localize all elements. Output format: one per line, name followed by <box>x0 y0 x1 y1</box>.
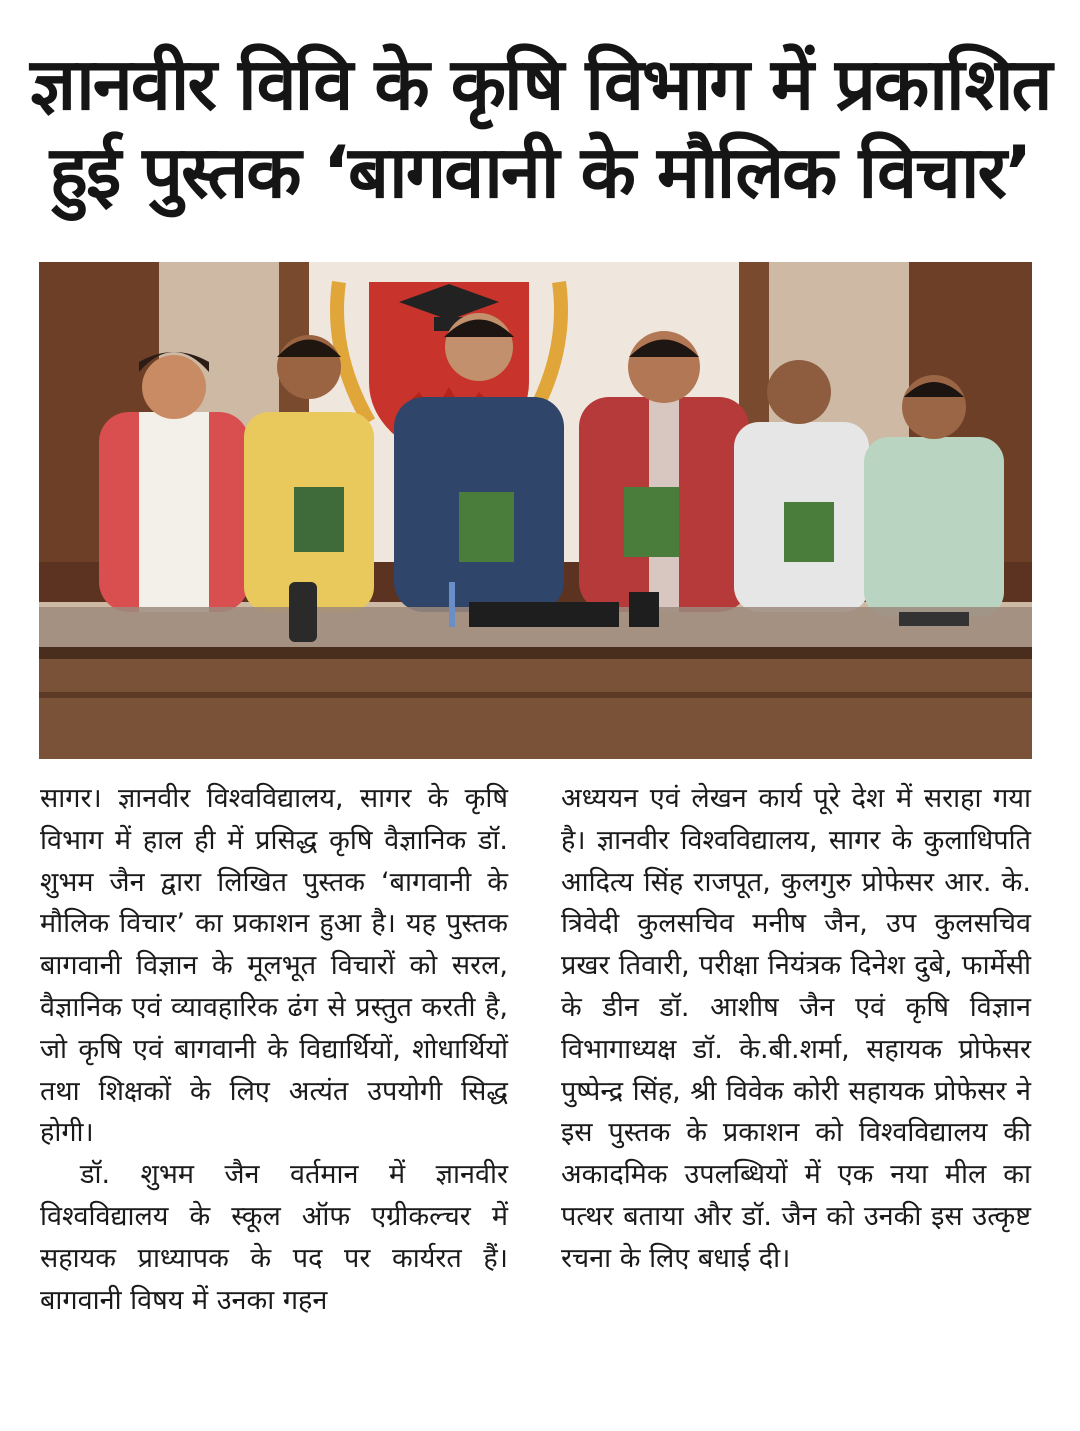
article-paragraph-3: अध्ययन एवं लेखन कार्य पूरे देश में सराहा गया है। ज्ञानवीर विश्वविद्यालय, सागर के कुलाधिपति आदित्य सिंह राजपूत, कुलगुरु प्रोफेसर आर. के. त्रिवेदी कुलसचिव मनीष जैन, उप कुलसचिव प्रखर तिवारी, परीक्षा नियंत्रक दिनेश दुबे, फार्मेसी के डीन डॉ. आशीष जैन एवं कृषि विज्ञान विभागाध्यक्ष डॉ. के.बी.शर्मा, सहायक प्रोफेसर पुष्पेन्द्र सिंह, श्री विवेक कोरी सहायक प्रोफेसर ने इस पुस्तक के प्रकाशन को विश्वविद्यालय की अकादमिक उपलब्धियों में एक नया मील का पत्थर बताया और डॉ. जैन को उनकी इस उत्कृष्ट रचना के लिए बधाई दी। <box>561 783 1031 1274</box>
article-paragraph-2: डॉ. शुभम जैन वर्तमान में ज्ञानवीर विश्वविद्यालय के स्कूल ऑफ एग्रीकल्चर में सहायक प्राध्यापक के पद पर कार्यरत हैं। बागवानी विषय में उनका गहन <box>40 1159 508 1316</box>
headline-line-1: ज्ञानवीर विवि के कृषि विभाग में प्रकाशित <box>30 42 1051 126</box>
article-right-column <box>561 778 1031 1280</box>
news-photo <box>39 262 1032 759</box>
article-left-column <box>40 778 508 1321</box>
headline <box>30 40 1050 216</box>
article-paragraph-1: सागर। ज्ञानवीर विश्वविद्यालय, सागर के कृषि विभाग में हाल ही में प्रसिद्ध कृषि वैज्ञानिक डॉ. शुभम जैन द्वारा लिखित पुस्तक ‘बागवानी के मौलिक विचार’ का प्रकाशन हुआ है। यह पुस्तक बागवानी विज्ञान के मूलभूत विचारों को सरल, वैज्ञानिक एवं व्यावहारिक ढंग से प्रस्तुत करती है, जो कृषि एवं बागवानी के विद्यार्थियों, शोधार्थियों तथा शिक्षकों के लिए अत्यंत उपयोगी सिद्ध होगी। <box>40 783 508 1149</box>
headline-line-2: हुई पुस्तक ‘बागवानी के मौलिक विचार’ <box>49 130 1031 214</box>
